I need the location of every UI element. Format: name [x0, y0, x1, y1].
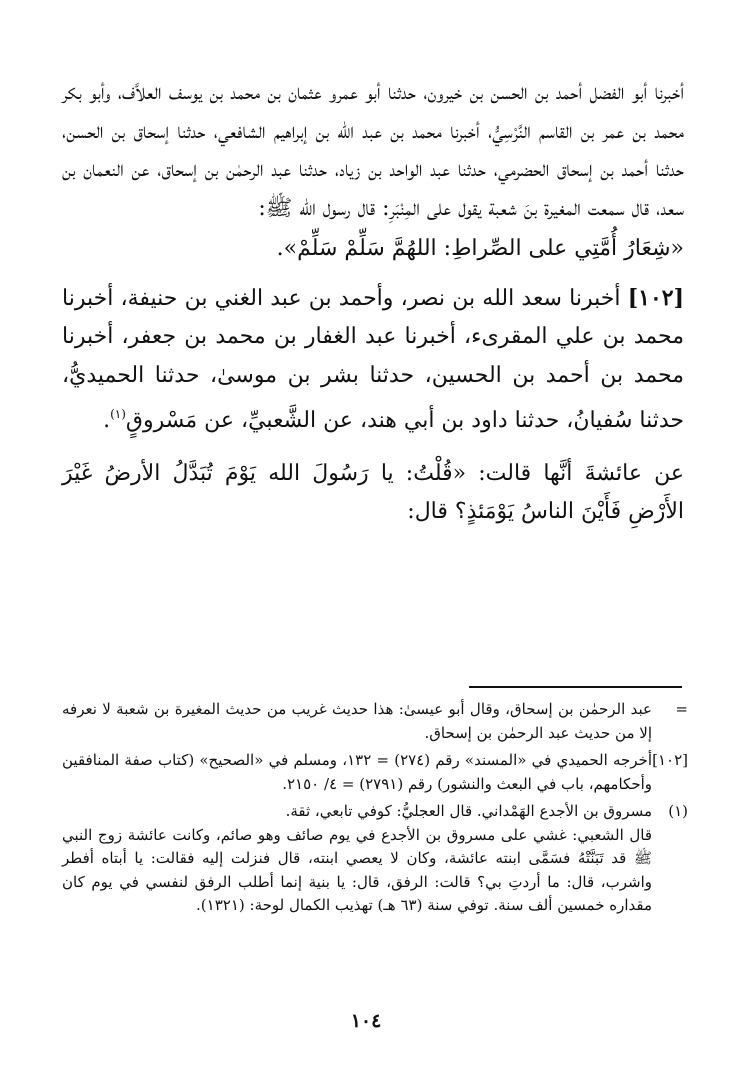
aisha-paragraph: عن عائشةَ أنَّها قالت: «قُلْتُ: يا رَسُولَ الله يَوْمَ تُبَدَّلُ الأرضُ غَيْرَ الأَرْضِ فَأَيْنَ الناسُ يَوْمَئذٍ؟ قال: [62, 460, 684, 524]
footnote-ref: (١) [110, 407, 126, 421]
footnote-body [62, 800, 652, 918]
footnote-102 [62, 749, 688, 796]
footnote-body [62, 698, 652, 745]
main-text [62, 74, 684, 532]
footnote-divider [469, 686, 682, 688]
hadith-number: [١٠٢] [627, 284, 684, 311]
sentence-end: . [103, 408, 111, 433]
footnote-body [62, 749, 652, 796]
hadith-102-chain: أخبرنا سعد الله بن نصر، وأحمد بن عبد الغني بن حنيفة، أخبرنا محمد بن علي المقرىء، أخبرنا عبد الغفار بن محمد بن جعفر، أخبرنا محمد بن أحمد بن الحسين، حدثنا بشر بن موسىٰ، حدثنا الحميديُّ، حدثنا سُفيانُ، حدثنا داود بن أبي هند، عن الشَّعبيِّ، عن مَسْروقٍ [62, 285, 684, 433]
hadith-quote: «شِعَارُ أُمَّتِي على الصِّراطِ: اللهُمَّ سَلِّمْ سَلِّمْ». [276, 236, 684, 261]
footnote-line: قال الشعبي: غشي على مسروق بن الأجدع في يوم صائف وهو صائم، وكانت عائشة زوج النبي ﷺ قد تَبَنَّتْهُ فسَمَّى ابنته عائشة، وكان لا يعصي ابنته، قال فنزلت إليه فقالت: يا أبتاه أفطر واشرب، قال: ما أردتِ بي؟ قالت: الرفق، قال: يا بنية إنما أطلب الرفق لنفسي في يوم كان مقداره خمسين ألف سنة. توفي سنة (٦٣ هـ) تهذيب الكمال لوحة: (١٣٢١). [62, 825, 652, 914]
footnote-line: عبد الرحمٰن بن إسحاق، وقال أبو عيسىٰ: هذا حديث غريب من حديث المغيرة بن شعبة لا نعرفه إلا من حديث عبد الرحمٰن بن إسحاق. [62, 700, 652, 742]
footnotes [62, 698, 688, 922]
footnote-line: أخرجه الحميدي في «المسند» رقم (٢٧٤) = ١٣٢، ومسلم في «الصحيح» (كتاب صفة المنافقين وأحكامهم، باب في البعث والنشور) رقم (٢٧٩١) = ٤/ ٢١٥٠. [62, 751, 652, 793]
footnote-mark: = [675, 700, 688, 718]
footnote-1 [62, 800, 688, 918]
hadith-chain-paragraph: أخبرنا أبو الفضل أحمد بن الحسن بن خيرون، حدثنا أبو عمرو عثمان بن محمد بن يوسف العلاَّف، وأبو بكر محمد بن عمر بن القاسم النَّرْسِيُّ، أخبرنا محمد بن عبد الله بن إبراهيم الشافعي، حدثنا إسحاق بن الحسن، حدثنا أحمد بن إسحاق الحضرمي، حدثنا عبد الواحد بن زياد، حدثنا عبد الرحمٰن بن إسحاق، عن النعمان بن سعد، قال سمعت المغيرة بنَ شعبة يقول على المِنْبَرِ: قال رسول الله ﷺ: [62, 80, 684, 221]
page-number: ١٠٤ [350, 1010, 382, 1032]
footnote-continuation [62, 698, 688, 745]
footnote-line: مسروق بن الأجدع الهَمْداني. قال العجليُّ: كوفي تابعي، ثقة. [285, 802, 652, 820]
footnote-mark: (١) [668, 802, 688, 820]
footnote-mark: [١٠٢] [652, 751, 688, 769]
hadith-102-paragraph [62, 279, 684, 441]
